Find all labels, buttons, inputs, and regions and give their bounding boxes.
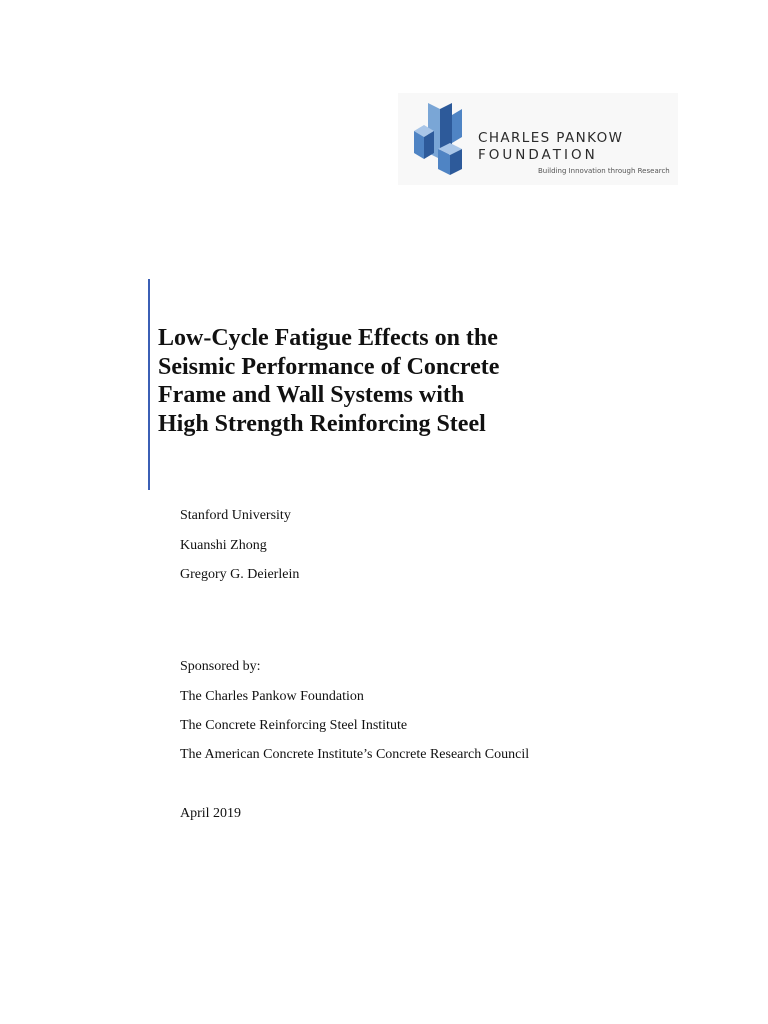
cube-stack-logo-icon <box>410 103 468 175</box>
author-name: Gregory G. Deierlein <box>180 567 300 582</box>
title-line: Seismic Performance of Concrete <box>158 353 500 380</box>
logo-name-line1: CHARLES PANKOW <box>478 130 624 146</box>
publication-date: April 2019 <box>180 806 242 821</box>
sponsor-item: The American Concrete Institute’s Concrete Research Council <box>180 747 530 762</box>
sponsor-item: The Concrete Reinforcing Steel Institute <box>180 718 408 733</box>
logo-name-line2: FOUNDATION <box>478 147 598 163</box>
logo-tagline: Building Innovation through Research <box>538 167 670 175</box>
author-name: Kuanshi Zhong <box>180 538 267 553</box>
sponsors-heading: Sponsored by: <box>180 659 261 674</box>
institution: Stanford University <box>180 508 291 523</box>
report-title <box>158 324 578 438</box>
title-accent-rule <box>148 279 150 490</box>
sponsor-item: The Charles Pankow Foundation <box>180 689 364 704</box>
title-line: High Strength Reinforcing Steel <box>158 410 486 437</box>
foundation-logo <box>398 93 678 185</box>
title-line: Frame and Wall Systems with <box>158 382 465 408</box>
title-line: Low-Cycle Fatigue Effects on the <box>158 325 498 351</box>
